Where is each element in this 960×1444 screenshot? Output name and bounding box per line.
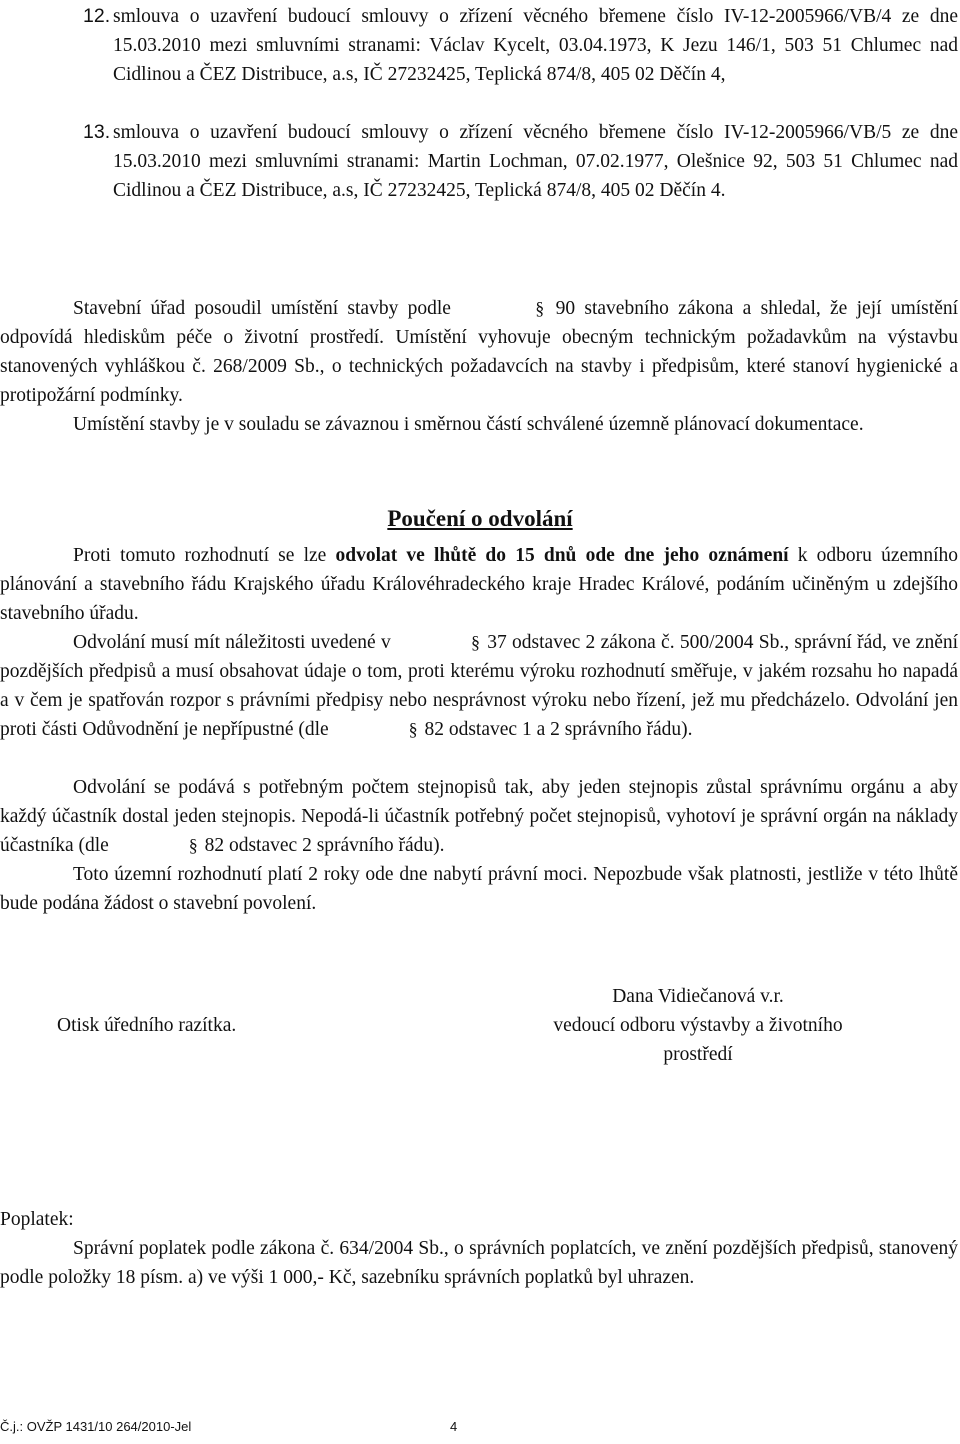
fee-label: Poplatek:: [0, 1209, 74, 1230]
appeal-paragraph-2: [0, 628, 958, 744]
signatory-name: Dana Vidiečanová v.r.: [612, 986, 784, 1007]
appeal-text: Proti tomuto rozhodnutí se lze: [73, 545, 327, 566]
list-item-text: smlouva o uzavření budoucí smlouvy o zřízení věcného břemene číslo IV-12-2005966/VB/5 ze dne 15.03.2010 mezi smluvními stranami: Martin Lochman, 07.02.1977, Olešnice 92, 503 51 Chlumec nad Cidlinou a ČEZ Distribuce, a.s, IČ 27232425, Teplická 874/8, 405 02 Děčín 4.: [113, 122, 958, 201]
list-item-number: 12.: [83, 5, 111, 27]
appeal-heading: Poučení o odvolání: [387, 506, 573, 531]
reasoning-paragraph-2: [0, 410, 958, 439]
list-item-number: 13.: [83, 121, 111, 143]
signatory-role-cont: prostředí: [663, 1044, 733, 1065]
appeal-deadline: odvolat ve lhůtě do 15 dnů ode dne jeho oznámení: [335, 545, 789, 566]
signatory-role: vedoucí odboru výstavby a životního: [553, 1015, 843, 1036]
section-symbol: §: [471, 632, 480, 652]
appeal-text: Odvolání musí mít náležitosti uvedené v: [73, 632, 391, 653]
list-item-12: [83, 2, 958, 89]
appeal-text: 82 odstavec 2 správního řádu).: [204, 835, 445, 856]
section-symbol: §: [535, 298, 545, 318]
page-number: 4: [450, 1419, 458, 1434]
section-symbol: §: [408, 719, 418, 739]
appeal-text: Odvolání se podává s potřebným počtem stejnopisů tak, aby jeden stejnopis zůstal správnímu orgánu a aby každý účastník dostal jeden stejnopis. Nepodá-li účastník potřebný počet stejnopisů, vyhotoví je správní orgán na náklady účastníka (dle: [0, 777, 958, 856]
reference-number: Č.j.: OVŽP 1431/10 264/2010-Jel: [0, 1419, 192, 1434]
reasoning-text: 90 stavebního zákona a shledal, že její umístění odpovídá hlediskům péče o životní prostředí. Umístění vyhovuje obecným technickým požadavkům na výstavbu stanovených vyhláškou č. 268/2009 Sb., o technických požadavcích na stavby i předpisům, které stanoví hygienické a protipožární podmínky.: [0, 298, 959, 406]
reasoning-paragraph-1: [0, 294, 958, 410]
section-symbol: §: [188, 835, 198, 855]
signature-block: [478, 982, 918, 1069]
reasoning-text: Umístění stavby je v souladu se závaznou i směrnou částí schválené územně plánovací dokumentace.: [73, 414, 864, 435]
appeal-text: k odboru územního plánování a stavebního řádu Krajského úřadu Královéhradeckého kraje Hradec Králové, podáním učiněným u zdejšího stavebního úřadu.: [0, 545, 958, 624]
appeal-paragraph-4: [0, 860, 958, 918]
stamp-label: Otisk úředního razítka.: [57, 1015, 237, 1036]
reasoning-text: Stavební úřad posoudil umístění stavby podle: [73, 298, 451, 319]
appeal-paragraph-3: [0, 773, 958, 860]
fee-text: Správní poplatek podle zákona č. 634/2004 Sb., o správních poplatcích, ve znění pozdějších předpisů, stanovený podle položky 18 písm. a) ve výši 1 000,- Kč, sazebníku správních poplatků byl uhrazen.: [0, 1238, 958, 1288]
list-item-text: smlouva o uzavření budoucí smlouvy o zřízení věcného břemene číslo IV-12-2005966/VB/4 ze dne 15.03.2010 mezi smluvními stranami: Václav Kycelt, 03.04.1973, K Jezu 146/1, 503 51 Chlumec nad Cidlinou a ČEZ Distribuce, a.s, IČ 27232425, Teplická 874/8, 405 02 Děčín 4,: [113, 6, 958, 85]
appeal-text: 82 odstavec 1 a 2 správního řádu).: [424, 719, 693, 740]
appeal-text: 37 odstavec 2 zákona č. 500/2004 Sb., správní řád, ve znění pozdějších předpisů a musí obsahovat údaje o tom, proti kterému výroku rozhodnutí směřuje, v jakém rozsahu ho napadá a v čem je spatřován rozpor s právními předpisy nebo nesprávnost výroku nebo řízení, jež mu předcházelo. Odvolání jen proti části Odůvodnění je nepřípustné (dle: [0, 632, 959, 740]
appeal-text: Toto územní rozhodnutí platí 2 roky ode dne nabytí právní moci. Nepozbude však platnosti, jestliže v této lhůtě bude podána žádost o stavební povolení.: [0, 864, 958, 914]
fee-paragraph: [0, 1234, 958, 1292]
list-item-13: [83, 118, 958, 205]
appeal-paragraph-1: [0, 541, 958, 628]
